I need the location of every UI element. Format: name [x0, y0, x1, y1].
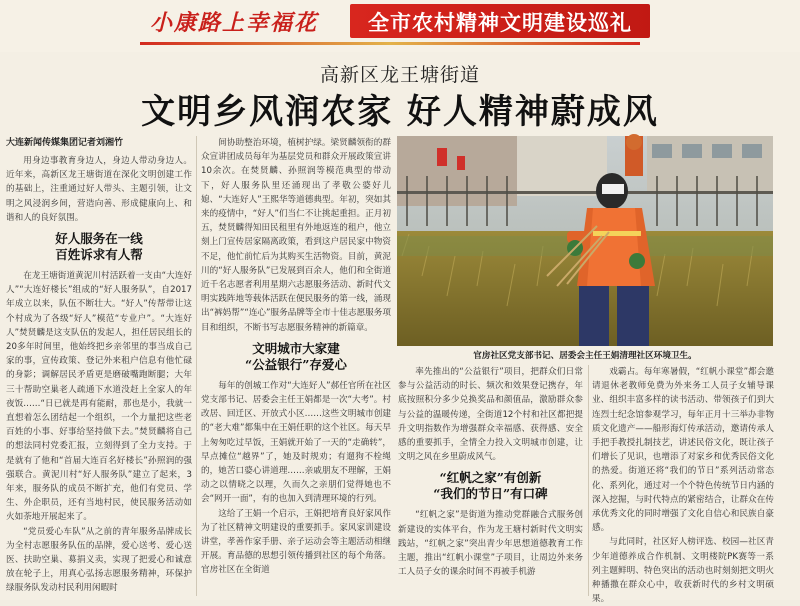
paragraph: “党员爱心车队”从之前的青年服务品牌成长为全村志愿服务队伍的品牌，爱心送考、爱心送医、扶助空巢、募捐义卖，实现了把爱心和诚意放在轮子上，用真心弘扬志愿服务精神，环保护绿服务队发动村民利用闲暇时	[6, 526, 192, 594]
banner-slogan: 小康路上幸福花	[150, 10, 319, 36]
subhead-1-line-1: 好人服务在一线	[55, 231, 143, 247]
column-divider	[196, 136, 197, 596]
article-column-2	[201, 136, 391, 596]
subhead-1-line-2: 百姓诉求有人帮	[55, 247, 143, 263]
lead-paragraph: 用身边事教育身边人，身边人带动身边人。近年来，高新区龙王塘街道在深化文明创建工作的基础上，注重通过好人带头、主题引领，让文明之风浸润乡间，营造向善、形成健康向上、和谐和人的良好氛围。	[6, 156, 192, 223]
subhead-3-line-2: “我们的节日”有口碑	[433, 486, 548, 502]
article-column-3	[398, 365, 583, 596]
paragraph: 与此同时，社区好人榜评选、校园—社区青少年道德养成合作机制、文明楼院PK赛等一系列主题鲜明、特色突出的活动也时刻刻把文明火种播撒在群众心中，收获新时代的乡村文明硕果。	[592, 537, 774, 605]
paragraph: “红帆之家”是街道为推动党群融合式服务创新建设的实体平台，作为龙王塘村新时代文明实践站，“红帆之家”突出青少年思想道德教育工作主题，推出“红帆小课堂”子项目，让周边外来务工人员子女的课余时间不再被手机游	[398, 510, 583, 578]
photo-caption: 官房社区党支部书记、居委会主任王娟清理社区环境卫生。	[473, 351, 697, 361]
subhead-1	[6, 231, 192, 263]
banner-rule	[140, 42, 640, 45]
paragraph: 间协助整治环境，植树护绿。梁贤麟领衔的群众宣讲团成员每年为基层党员和群众开展政策宣讲10余次。在焚贤麟、孙照润等模范典型的带动下，好人服务队里还涌现出了孝敬公婆好儿媳、“大连好人”王熙华等道德典型。年初，突如其来的疫情中，“好人”们当仁不让挑起重担。正月初五，焚贤麟得知田民租里有外地返连的租户，他立刻上门宣传居家隔离政策，看到这户居民家中物资不足，他忙前忙后为其购买生活物资。目前，黄泥川的“好人服务队”已发展到百余人，他们和全街道近千名志愿者利用星期六志愿服务活动、新时代文明实践阵地等载体活跃在便民服务的第一线，涌现出“裤妈帮”“连心”服务品牌等全市十佳志愿服务项目和组织，不断书写志愿服务精神的新篇章。	[201, 138, 391, 333]
paragraph: 在龙王塘街道黄泥川村活跃着一支由“大连好人”“大连好楼长”组成的“好人服务队”，自2017年成立以来，队伍不断壮大。“好人”传帮带让这个村成为了各级“好人”模范“专业户”。“大连好人”焚贤麟是这支队伍的发起人，担任居民组长的20多年时间里，他始终把乡亲邻里的事当成自己家的事，宣传政策、登记外来租户信息有他忙碌的身影；调解居民矛盾更是磨破嘴跑断腿；大年三十帮助空巢老人疏通下水道没赶上全家人的年夜饭……“日已就是再有能耐，那也是小，我就一直想着怎么团结起一个组织，一个力量把这些老百姓的小事、好事给坚持做下去。”焚贤麟将自己的想法同村党委汇报，立刻得到了全力支持。于是就有了他和“首届大连百名好楼长”孙照润的强强联合。黄泥川村“好人服务队”建立了起来，3年来，服务队的成员不断扩充，他们有党员、学生、外企职员，还有当地村民，使民服务活动如火如荼地开展起来了。	[6, 271, 192, 523]
paragraph: 率先推出的“公益银行”项目，把群众们日常参与公益活动的时长、频次和效果登记携存，年底按照积分多少兑换奖品和颜值品，激励群众参与公益的温暖传递，全街道12个村和社区都把提升文明指数作为增强群众幸福感、获得感、安全感的重要抓手，全情全力投入文明城市创建，让文明之风在乡里蔚成风气。	[398, 367, 583, 463]
subhead-3	[398, 470, 583, 502]
banner-series-title: 全市农村精神文明建设巡礼	[350, 4, 650, 38]
photo-illustration	[397, 136, 773, 346]
subhead-2-line-2: “公益银行”存爱心	[245, 356, 347, 372]
article-column-1	[6, 136, 192, 596]
paragraph: 这给了王娟一个启示，王娟把培育良好家风作为了社区精神文明建设的重要抓手。家风家训建设讲堂，孝善作家手册、亲子运动会等主题活动相继开展。育品德的思想引领传播到社区的每个角落。官房社区在全街道	[201, 508, 391, 576]
paragraph: 戏霸占。每年寒暑假，“红帆小课堂”都会邀请退休老教师免费为外来务工人员子女辅导课业、组织丰富多样的读书活动、带领孩子们到大连烈士纪念馆参观学习，每年正月十三举办非物质文化遗产——船形海灯传承活动，邀请传承人手把手教授扎制技艺，讲述民俗文化，既让孩子们增长了见识，也增添了对家乡和优秀民俗文化的热爱。街道还将“我们的节日”系列活动常态化、系列化，通过对一个个特色传统节日内涵的深入挖掘，与时代特点的紧密结合，让群众在传承优秀文化的同时增强了文化自信心和民族自豪感。	[592, 367, 774, 534]
column-divider	[588, 365, 589, 596]
article-column-4	[592, 365, 774, 605]
news-photo	[397, 136, 773, 346]
subhead-2	[201, 341, 391, 373]
headline-kicker: 高新区龙王塘街道	[319, 64, 480, 86]
section-banner	[0, 0, 800, 52]
headline-title: 文明乡风润农家 好人精神蔚成风	[141, 92, 659, 132]
paragraph: 每年的创城工作对“大连好人”郝任官所在社区党支部书记、居委会主任王娟都是一次“大考”。村改居、回迁区、开放式小区……这些文明城市创建的“老大难”都集中在王娟任职的这个社区。每天早上匆匆吃过早饭，王娟就开始了一天的“走确转”，早点摊位“越界”了，她及时规劝；有遛狗不栓绳的，她苦口婆心讲道理……亲戚朋友不理解，王娟动之以情晓之以理，久而久之亲朋们觉得她也不会“网开一面”，有的也加入到清理环境的行列。	[201, 380, 391, 505]
subhead-2-line-1: 文明城市大家建	[252, 340, 340, 356]
subhead-3-line-1: “红帆之家”有创新	[439, 470, 542, 486]
byline: 大连新闻传媒集团记者刘湘竹	[6, 138, 124, 148]
